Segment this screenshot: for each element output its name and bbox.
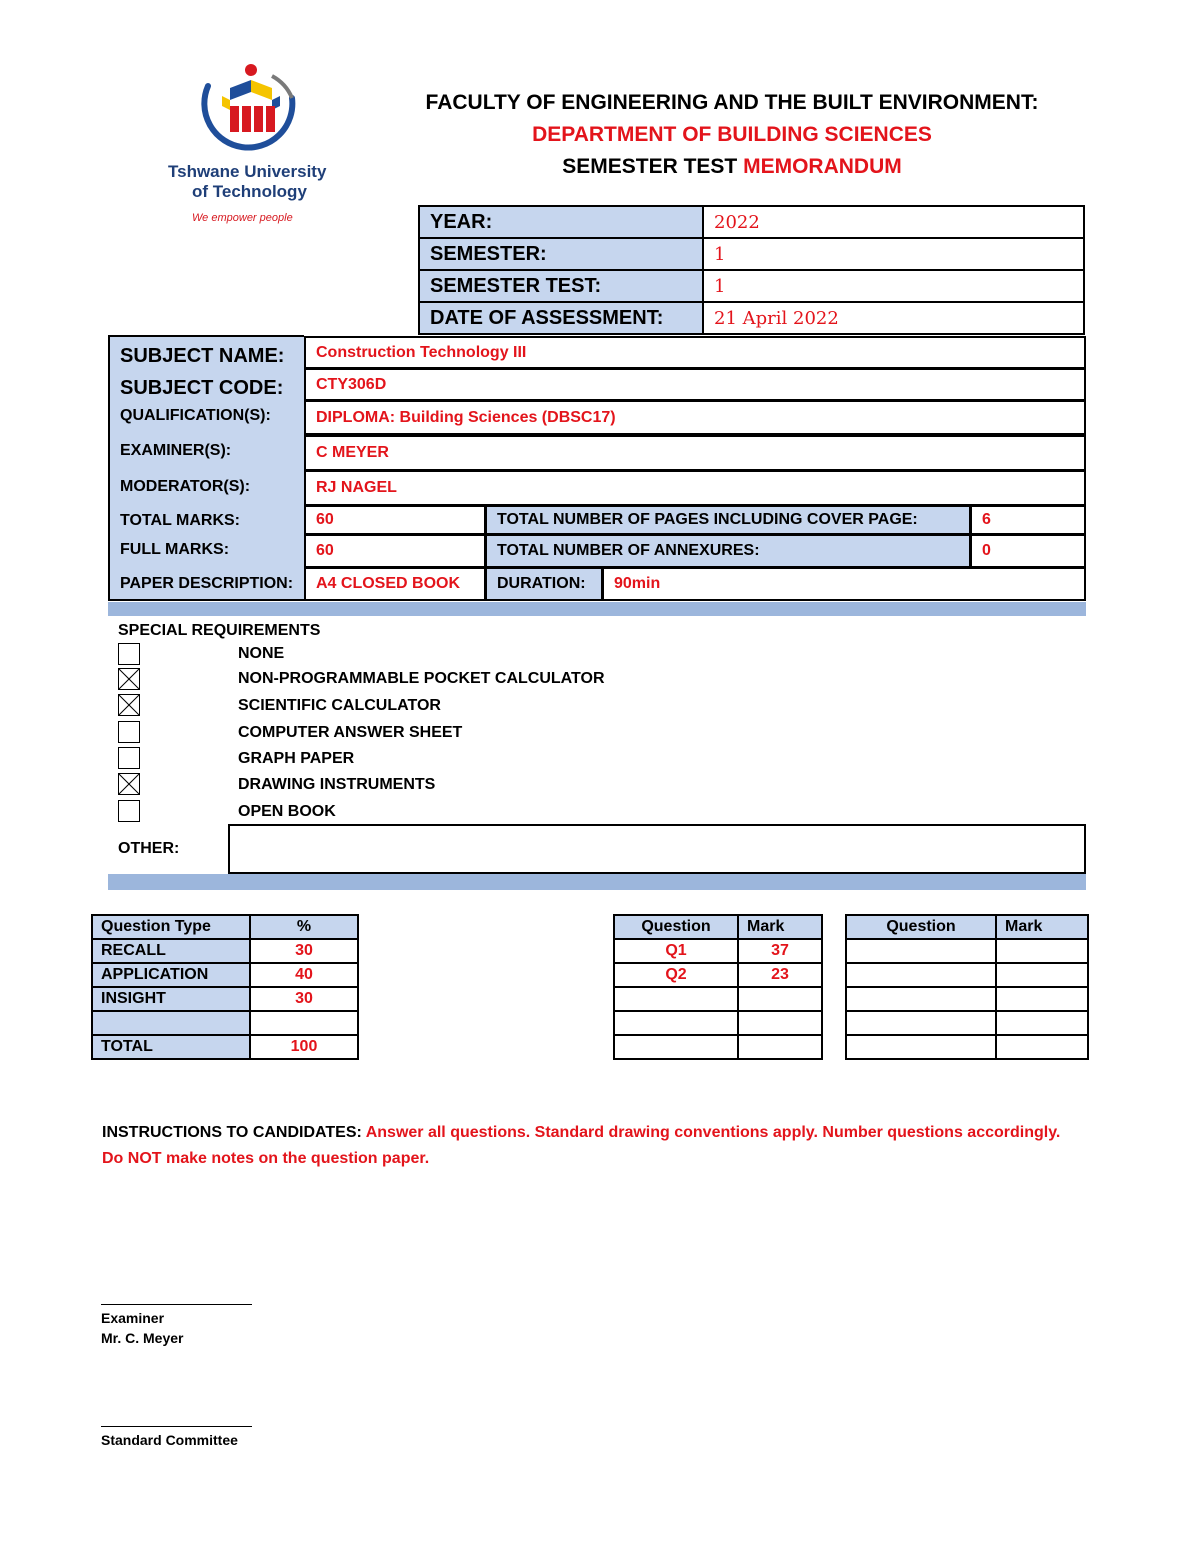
qtype-cell [92,1011,250,1035]
mark-cell [738,987,822,1011]
signature-line [101,1426,252,1427]
mark-cell [996,963,1088,987]
university-logo [160,58,340,228]
question-cell [846,963,996,987]
subject-name-value: Construction Technology III [304,336,1086,369]
moderator-label: MODERATOR(S): [120,478,251,495]
mark-cell [996,1011,1088,1035]
instructions-text: Answer all questions. Standard drawing conventions apply. Number questions accordingly. Do NOT make notes on the question paper. [102,1124,1061,1167]
requirement-label: COMPUTER ANSWER SHEET [238,724,463,741]
question-cell [846,1035,996,1059]
question-cell [846,939,996,963]
mark-header: Mark [996,915,1088,939]
semester-test-value: 1 [703,270,1084,302]
pages-value: 6 [970,505,1086,535]
total-label: TOTAL [92,1035,250,1059]
subject-name-label: SUBJECT NAME: [120,345,285,367]
question-header: Question [846,915,996,939]
test-title-prefix: SEMESTER TEST [562,155,738,178]
percent-cell [250,1011,358,1035]
requirement-label: DRAWING INSTRUMENTS [238,776,436,793]
requirement-label: OPEN BOOK [238,803,336,820]
requirement-label: GRAPH PAPER [238,750,355,767]
percent-header: % [250,915,358,939]
annexures-label: TOTAL NUMBER OF ANNEXURES: [485,534,971,568]
logo-emblem-icon [160,58,340,158]
date-label: DATE OF ASSESSMENT: [419,302,703,334]
duration-value: 90min [602,567,1086,601]
mark-cell [738,1035,822,1059]
question-header: Question [614,915,738,939]
requirement-label: NONE [238,645,285,662]
checkbox-scientific-calculator[interactable] [118,694,140,716]
logo-tagline: We empower people [192,212,293,224]
semester-label: SEMESTER: [419,238,703,270]
instructions [102,1120,1062,1172]
moderator-value: RJ NAGEL [304,470,1086,506]
checkbox-computer-answer-sheet[interactable] [118,721,140,743]
question-cell: Q1 [614,939,738,963]
divider-band [108,874,1086,890]
qualification-value: DIPLOMA: Building Sciences (DBSC17) [304,400,1086,435]
checkbox-open-book[interactable] [118,800,140,822]
qtype-header: Question Type [92,915,250,939]
question-cell [846,1011,996,1035]
percent-cell: 40 [250,963,358,987]
standard-committee-role: Standard Committee [101,1432,238,1448]
marks-table-1 [613,914,823,1060]
examiner-role: Examiner [101,1310,165,1326]
year-value: 2022 [703,206,1084,238]
pages-label: TOTAL NUMBER OF PAGES INCLUDING COVER PAGE: [485,505,971,535]
year-label: YEAR: [419,206,703,238]
checkbox-none[interactable] [118,643,140,665]
total-marks-label: TOTAL MARKS: [120,512,240,529]
qtype-cell: INSIGHT [92,987,250,1011]
mark-cell [996,987,1088,1011]
question-cell [614,1011,738,1035]
test-title-suffix: MEMORANDUM [743,155,902,178]
examiner-label: EXAMINER(S): [120,442,232,459]
question-cell [614,1035,738,1059]
full-marks-value: 60 [304,534,486,568]
total-marks-value: 60 [304,505,486,535]
qtype-cell: RECALL [92,939,250,963]
qualification-label: QUALIFICATION(S): [120,407,271,424]
divider-band [108,602,1086,616]
mark-cell: 23 [738,963,822,987]
qtype-cell: APPLICATION [92,963,250,987]
marks-table-2 [845,914,1089,1060]
subject-code-value: CTY306D [304,368,1086,401]
examiner-value: C MEYER [304,435,1086,471]
paper-description-label: PAPER DESCRIPTION: [120,575,294,592]
mark-header: Mark [738,915,822,939]
special-requirements-title: SPECIAL REQUIREMENTS [118,622,321,639]
total-value: 100 [250,1035,358,1059]
signature-line [101,1304,252,1305]
subject-code-label: SUBJECT CODE: [120,377,284,399]
checkbox-pocket-calculator[interactable] [118,668,140,690]
examiner-name: Mr. C. Meyer [101,1330,184,1346]
mark-cell [996,939,1088,963]
mark-cell: 37 [738,939,822,963]
percent-cell: 30 [250,939,358,963]
faculty-title: FACULTY OF ENGINEERING AND THE BUILT ENVIRONMENT: [425,91,1039,114]
percent-cell: 30 [250,987,358,1011]
semester-value: 1 [703,238,1084,270]
instructions-label: INSTRUCTIONS TO CANDIDATES: [102,1124,362,1141]
duration-label: DURATION: [485,567,603,601]
annexures-value: 0 [970,534,1086,568]
checkbox-graph-paper[interactable] [118,747,140,769]
paper-description-value: A4 CLOSED BOOK [304,567,486,601]
question-cell [846,987,996,1011]
logo-name-line1: Tshwane University [168,162,327,181]
full-marks-label: FULL MARKS: [120,541,230,558]
question-cell: Q2 [614,963,738,987]
checkbox-drawing-instruments[interactable] [118,773,140,795]
other-field[interactable] [228,824,1086,874]
question-type-table [91,914,359,1060]
year-table [418,205,1085,335]
info-label-column [108,335,304,601]
requirement-label: SCIENTIFIC CALCULATOR [238,697,441,714]
department-title: DEPARTMENT OF BUILDING SCIENCES [532,123,932,146]
logo-name-line2: of Technology [192,182,307,201]
date-value: 21 April 2022 [703,302,1084,334]
semester-test-label: SEMESTER TEST: [419,270,703,302]
question-cell [614,987,738,1011]
test-title [330,155,1134,179]
mark-cell [738,1011,822,1035]
requirement-label: NON-PROGRAMMABLE POCKET CALCULATOR [238,670,605,687]
mark-cell [996,1035,1088,1059]
other-label: OTHER: [118,840,180,857]
